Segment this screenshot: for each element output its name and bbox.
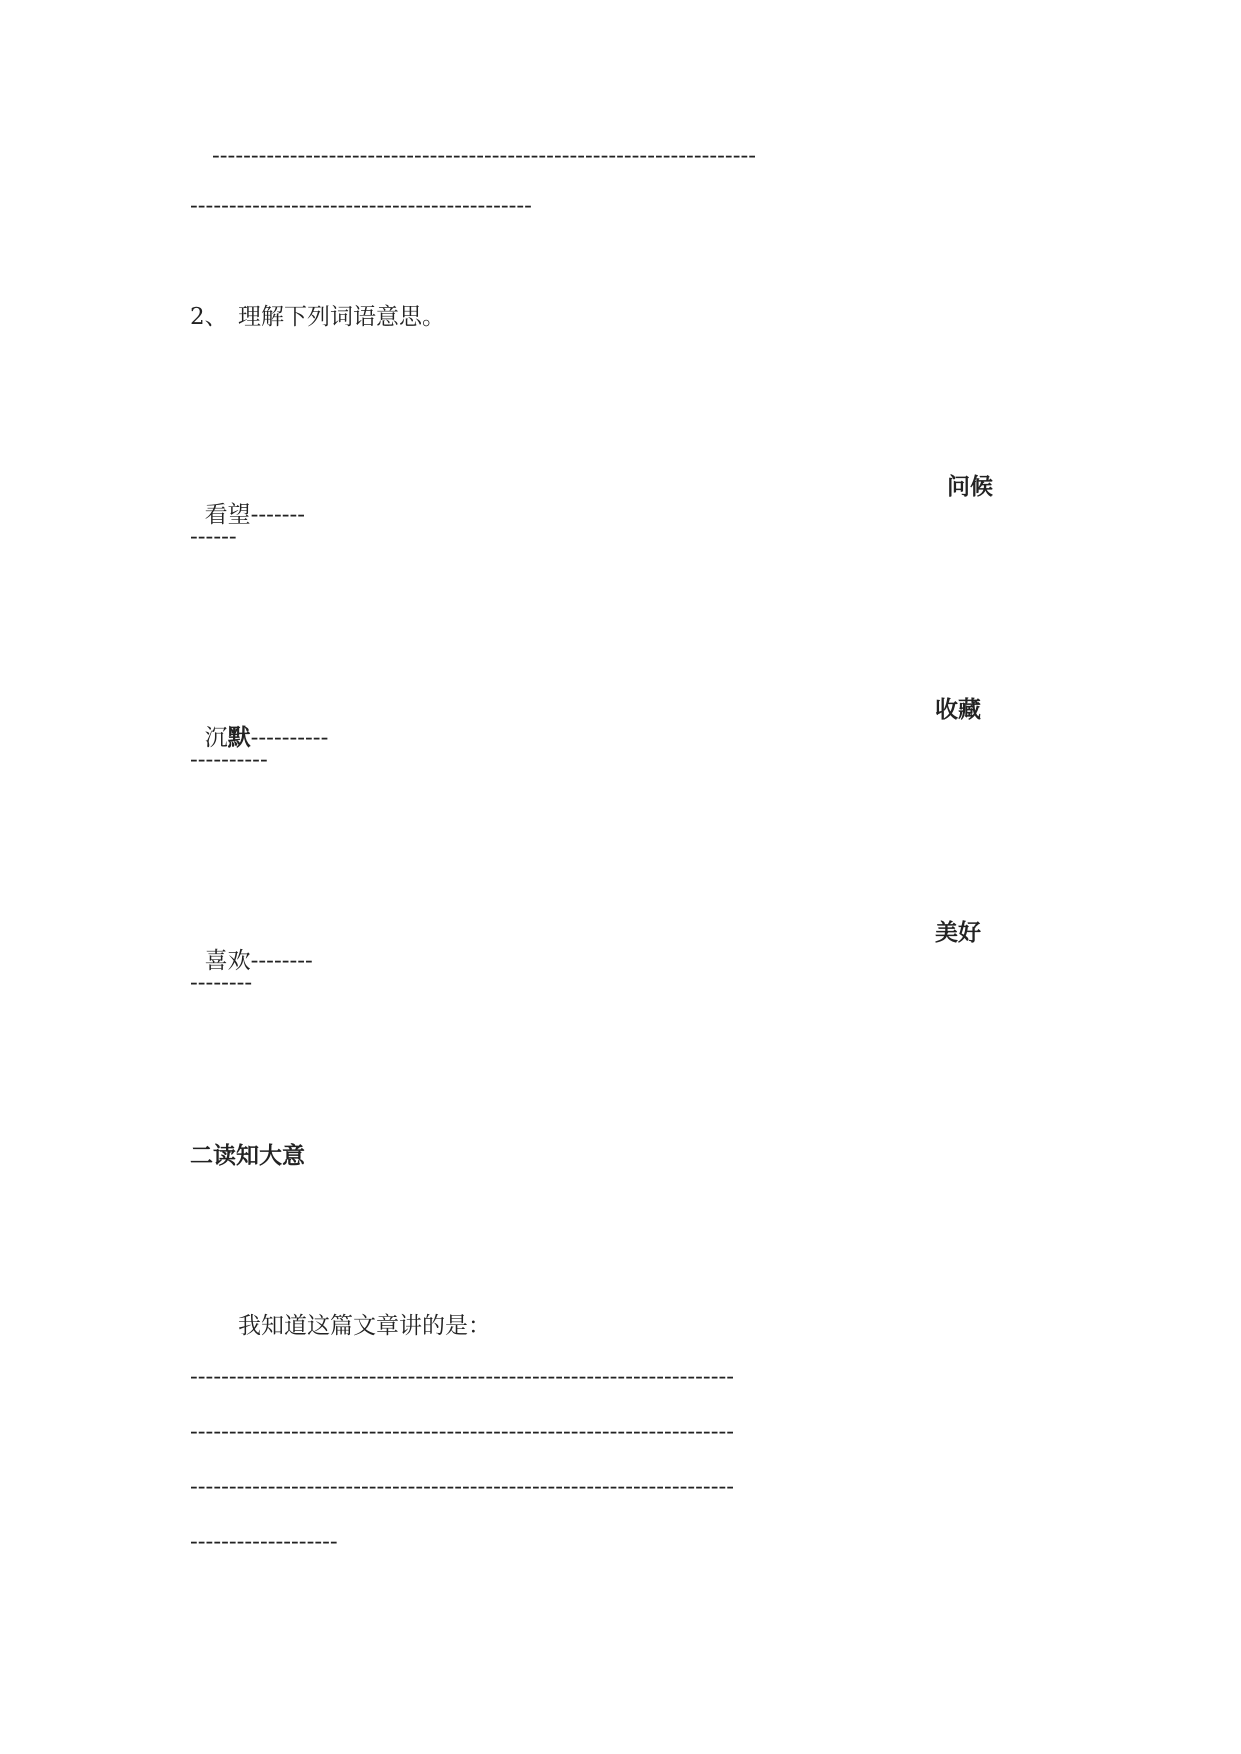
word-continuation-dashes: ------ <box>190 524 237 550</box>
word-left <box>190 473 305 529</box>
answer-line: ---------------------------------------------------------------------- <box>212 143 757 169</box>
word-dashes: -------- <box>250 948 313 974</box>
word-continuation-dashes: -------- <box>190 970 253 996</box>
question-number: 2、 <box>190 304 228 330</box>
word-right: 收藏 <box>935 697 981 723</box>
word-right: 美好 <box>935 920 981 946</box>
word-dashes: ---------- <box>250 725 329 751</box>
word-label: 沉 <box>204 725 228 751</box>
answer-line: ---------------------------------------------------------------------- <box>190 1474 735 1500</box>
answer-line: ---------------------------------------------------------------------- <box>190 1364 735 1390</box>
word-label: 看望 <box>204 502 251 528</box>
word-label: 喜欢 <box>204 948 251 974</box>
answer-line: ---------------------------------------------------------------------- <box>190 1419 735 1445</box>
word-label-bold: 默 <box>227 725 251 751</box>
word-right: 问候 <box>947 474 993 500</box>
word-dashes: ------- <box>250 502 306 528</box>
section-heading: 二读知大意 <box>190 1143 305 1169</box>
word-left <box>190 696 328 752</box>
word-continuation-dashes: ---------- <box>190 747 268 773</box>
word-left <box>190 919 313 975</box>
answer-line: -------------------------------------------- <box>190 193 532 219</box>
answer-line: ------------------- <box>190 1529 338 1555</box>
section-prompt: 我知道这篇文章讲的是： <box>238 1313 491 1339</box>
question-text: 理解下列词语意思。 <box>238 304 445 330</box>
